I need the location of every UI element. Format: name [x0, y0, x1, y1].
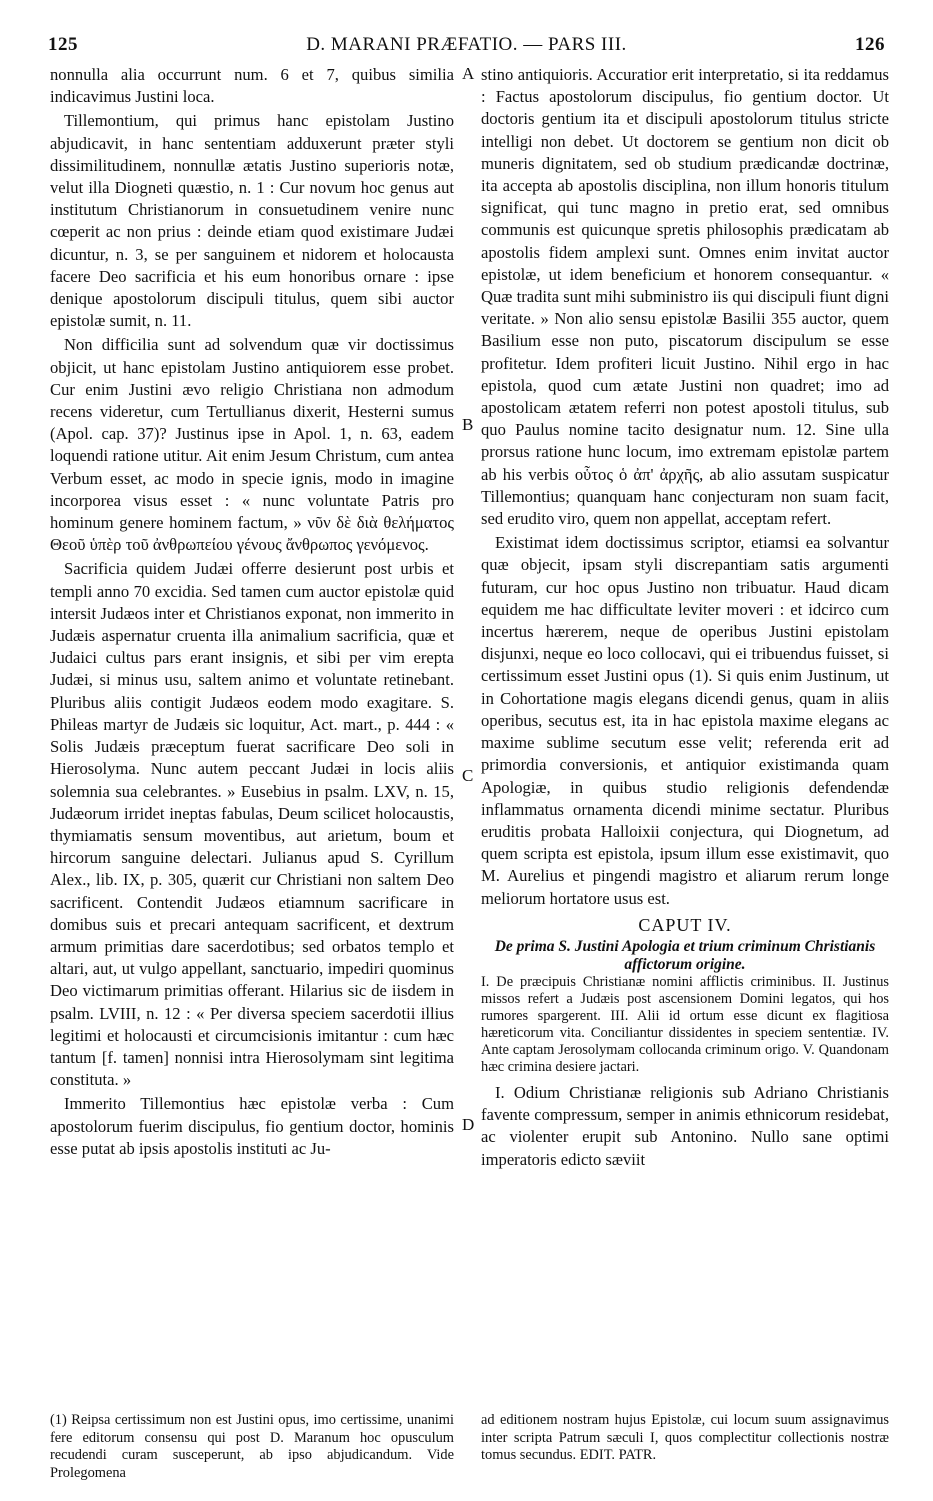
- right-paragraph-2: Existimat idem doctissimus scriptor, etiamsi ea solvantur quæ objecit, ipsam styli discrepantiam satis argumenti futuram, cur hoc opus Justino non tribuatur. Haud dicam equidem me hac difficultate leviter moveri : et idcirco cum incertus hærerem, neque de operibus Justini epistolam disjunxi, neque eo loco collocavi, qui ei tribuendus fuisset, si certissimum esset Justini opus (1). Si quis enim Justinum, ut in Cohortatione magis elegans dicendi genus, quam in aliis operibus, secutus est, ita in hac epistola maxime elegans ac maxime sublime secutum esse velit; referenda erit ad primordia conversionis, et antiquior existimanda quam Apologiæ, in quibus studio religionis defendendæ inflammatus ornamenta dicendi minime sectatur. Pluribus eruditis probata Halloixii conjectura, qui Diognetum, ad quem scripta est epistola, ipsum illum esse existimavit, quo M. Aurelius et pingendi magistro et aliarum rerum longe meliorum hortatore usus est.: [481, 533, 889, 908]
- chapter-subtitle: De prima S. Justini Apologia et trium criminum Christianis affictorum origine.: [494, 937, 876, 973]
- left-paragraph-1: nonnulla alia occurrunt num. 6 et 7, quibus similia indicavimus Justini loca.: [50, 65, 454, 107]
- left-paragraph-4: Sacrificia quidem Judæi offerre desierunt post urbis et templi anno 70 excidia. Sed tamen cum auctor epistolæ quid intersit Judæos inter et Christianos exponat, non immerito in Judæis aspernatur cruenta illa animalium sacrificia, quæ et Judaici cultus pars erant insignis, et sibi per vim erepta Judæi, si minus usu, saltem animo et voluntate retinebant. Pluribus aliis contigit Judæos eodem modo exagitare. S. Phileas martyr de Judæis sic loquitur, Act. mart., p. 444 : « Solis Judæis præceptum fuerat sacrificare Deo soli in Hierosolyma. Nunc autem peccant Judæi in locis aliis solemnia sua celebrantes. » Eusebius in psalm. LXV, n. 15, Judæorum irridet ineptas fabulas, Deum scilicet holocaustis, thymiamatis sensum moventibus, aut arietum, boum et hircorum sanguine delectari. Julianus apud S. Cyrillum Alex., lib. IX, p. 305, quærit cur Christiani non saltem Deo sacrificent. Contendit Judæos etiamnum sacrificare in domibus suis et precari antequam sacrificent, et dextrum armum primitias dare sacerdotibus; sed orbatos templo et altari, aut, ut vulgo appellant, sanctuario, impediri quominus Deo victimarum primitias offerant. Hilarius sic de iisdem in psalm. LVIII, n. 12 : « Per diversa speciem sacerdotii illius legitimi et holocausti et circumcisionis imitantur : cum hæc tantum [f. tamen] nonnisi intra Hierosolymam sint legitima constituta. »: [50, 559, 454, 1090]
- right-column: [481, 64, 889, 1171]
- right-paragraph-3: I. Odium Christianæ religionis sub Adriano Christianis favente compressum, semper in animis ethnicorum residebat, ac violenter erupit sub Antonino. Nullo sane optimi imperatoris edicto sæviit: [481, 1082, 889, 1169]
- margin-marker-c: C: [462, 766, 474, 785]
- chapter-title: CAPUT IV.: [638, 914, 732, 935]
- left-column: [50, 64, 454, 1160]
- right-paragraph-1: stino antiquioris. Accuratior erit interpretatio, si ita reddamus : Factus apostolorum discipulus, fio gentium doctor. Ut doctoris gentium ita et discipuli apostolorum titulus stricte intelligi non debet. Ut doctorem se gentium non dicit ob muneris dignitatem, sed ob studium prædicandæ doctrinæ, ita accepta ab apostolis disciplina, non illum honoris titulum significat, qui tunc magno in pretio erat, sed omnibus communis est quicunque spretis philosophis prædicatam ab apostolis fidem amplexi sunt. Omnes enim invitat auctor epistolæ, ut idem beneficium et honorem consequantur. « Quæ tradita sunt mihi subministro iis qui discipuli fiunt digni veritate. » Non alio sensu epistolæ Basilii 355 auctor, quem Basilium esse non puto, piscatorum discipulum se esse profitetur. Idem profiteri licuit Justino. Nihil ergo in hac epistola, quod cum ætate Justini non quadret; imo ad apostolicam ætatem referri non potest apostoli titulus, sub quo Paulus nomine tacito designatur num. 12. Sine ulla prorsus ratione hunc locum, imo extremam epistolæ partem ab his verbis οὗτος ὁ ἀπ' ἀρχῆς, ab alio assutam suspicatur Tillemontius; quanquam hanc conjecturam non suam facit, sed erudito viro, quem non appellat, acceptam refert.: [481, 65, 889, 529]
- footnote-left: (1) Reipsa certissimum non est Justini opus, imo certissime, unanimi fere editorum consensu qui post D. Maranum hoc opusculum recudendi curam susceperunt, ab ipso abjudicandum. Vide Prolegomena: [50, 1412, 454, 1481]
- left-paragraph-3: Non difficilia sunt ad solvendum quæ vir doctissimus objicit, ut hanc epistolam Justino antiquiorem esse probet. Cur enim Justini ævo religio Christiana non admodum recens videretur, cum Tertullianus dixerit, Hesterni sumus (Apol. cap. 37)? Justinus ipse in Apol. 1, n. 63, eadem loquendi ratione utitur. Ait enim Jesum Christum, cum antea Verbum esset, ac modo in specie ignis, modo in imagine incorporea visus esset : « nunc voluntate Patris pro hominum genere hominem factum, » νῦν δὲ διὰ θελήματος Θεοῦ ὑπὲρ τοῦ ἀνθρωπείου γένους ἄνθρωπος γενόμενος.: [50, 335, 454, 555]
- page-number-left: 125: [48, 34, 78, 55]
- page-number-right: 126: [855, 34, 885, 55]
- left-paragraph-5: Immerito Tillemontius hæc epistolæ verba : Cum apostolorum fuerim discipulus, fio gentium doctor, hominis esse putat ab ipsis apostolis instituti ac Ju-: [50, 1094, 454, 1158]
- margin-marker-a: A: [462, 64, 475, 83]
- left-paragraph-2: Tillemontium, qui primus hanc epistolam Justino abjudicavit, in hanc sententiam adduxerunt præter styli dissimilitudinem, nonnullæ ætatis Justino superioris notæ, velut illa Diogneti quæstio, n. 1 : Cur novum hoc genus aut institutum Christianorum in consuetudinem venire nunc cœperit ac non prius : deinde etiam quod existimare Judæi dicuntur, n. 3, se per sanguinem et nidorem et holocausta facere Deo sacrificia et his eum honoribus ornare : ipse denique apostolorum discipuli titulus, quem sibi auctor epistolæ sumit, n. 11.: [50, 111, 454, 331]
- page-header: [40, 34, 893, 58]
- margin-marker-d: D: [462, 1115, 475, 1134]
- chapter-summary: I. De præcipuis Christianæ nomini afflictis criminibus. II. Justinus missos refert a Judæis post ascensionem Domini legatos, qui hos rumores spargerent. III. Alii id ortum esse dicunt ex flagitiosa hæreticorum vita. Conciliantur dissidentes in speciem sententiæ. IV. Ante captam Jerosolymam collocanda criminum origo. V. Quandonam hæc crimina desiere jactari.: [481, 973, 889, 1075]
- margin-marker-b: B: [462, 415, 474, 434]
- footnote-right: ad editionem nostram hujus Epistolæ, cui locum suum assignavimus inter scripta Patrum sæculi I, quos complectitur collectionis nostræ tomus secundus. EDIT. PATR.: [481, 1412, 889, 1463]
- running-title: D. MARANI PRÆFATIO. — PARS III.: [306, 34, 627, 55]
